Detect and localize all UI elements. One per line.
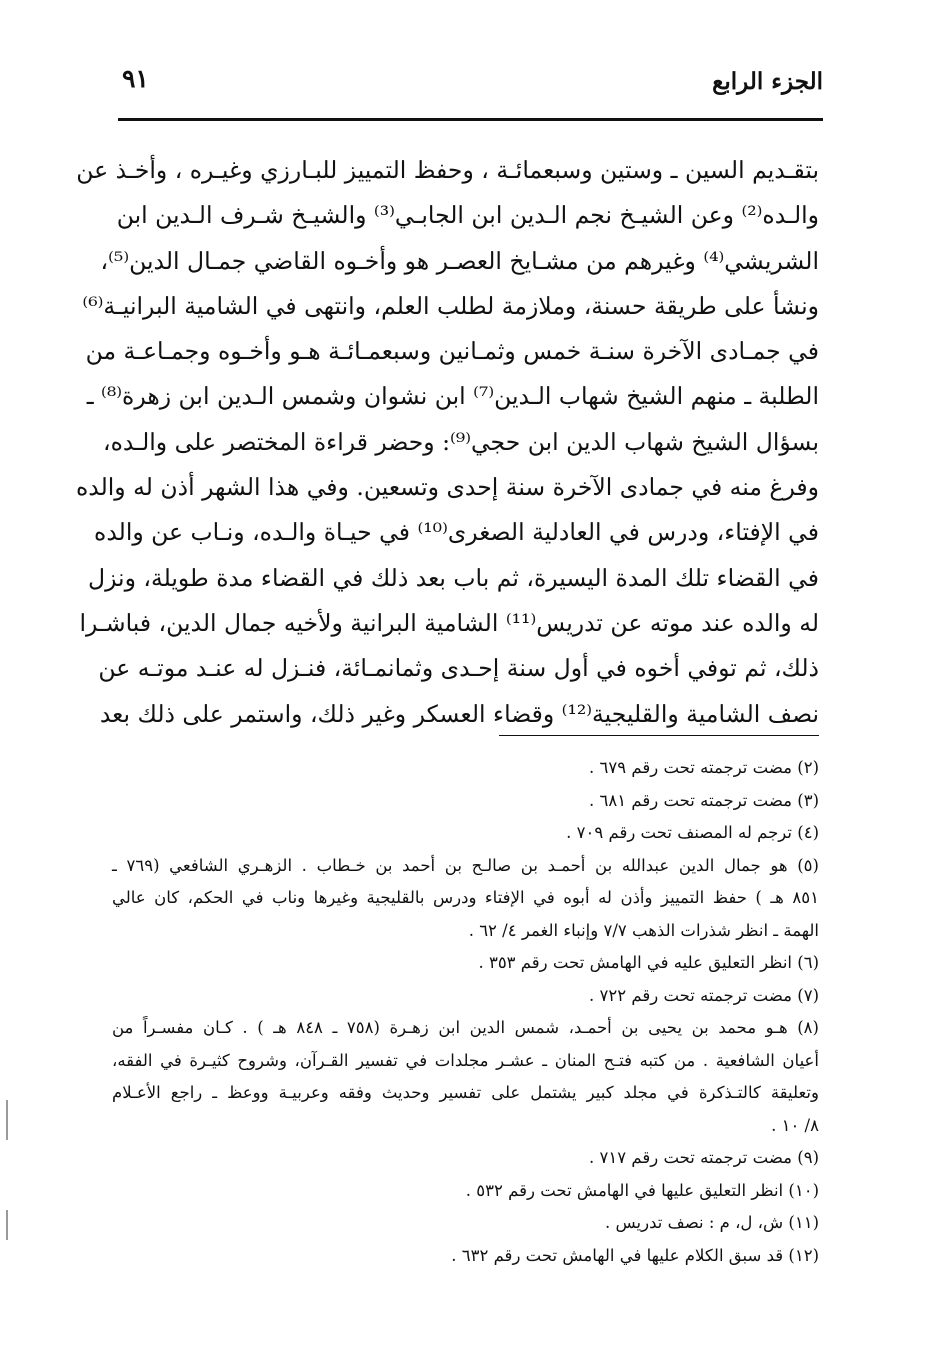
body-line: بتقـديم السين ـ وستين وسبعمائـة ، وحفظ التمييز للبـارزي وغيـره ، وأخـذ عن (76, 156, 819, 184)
body-line: نصف الشامية والقليجية⁽¹²⁾ وقضاء العسكر وغير ذلك، واستمر على ذلك بعد (99, 699, 819, 728)
scan-edge-mark (6, 1210, 8, 1240)
body-line: في جمـادى الآخرة سنـة خمس وثمـانين وسبعمـائـة هـو وأخـوه وجمـاعـة من (85, 337, 819, 366)
footnote-line: (٢) مضت ترجمته تحت رقم ٦٧٩ . (589, 758, 819, 777)
footnote-line: ٨٥١ هـ ) حفظ التمييز وأذن له أبوه في الإفتاء ودرس بالقليجية وغيرها وناب في الحكم، كان عالي (112, 888, 819, 907)
body-line: له والده عند موته عن تدريس⁽¹¹⁾ الشامية البرانية ولأخيه جمال الدين، فباشـرا (79, 608, 819, 637)
footnote-line: (٤) ترجم له المصنف تحت رقم ٧٠٩ . (566, 823, 819, 842)
footnote-line: أعيان الشافعية . من كتبه فتـح المنان ـ عشـر مجلدات في تفسير القـرآن، وشروح كثيـرة في الفقه، (112, 1050, 819, 1070)
body-line: ونشأ على طريقة حسنة، وملازمة لطلب العلم، وانتهى في الشامية البرانيـة⁽⁶⁾ (82, 291, 819, 320)
header-divider (118, 118, 823, 121)
footnotes (112, 752, 819, 1272)
body-line: الطلبة ـ منهم الشيخ شهاب الـدين⁽⁷⁾ ابن نشوان وشمس الـدين ابن زهرة⁽⁸⁾ ـ (86, 382, 819, 411)
footnote-line: (١٠) انظر التعليق عليها في الهامش تحت رقم ٥٣٢ . (465, 1180, 819, 1200)
footnote-line: (٩) مضت ترجمته تحت رقم ٧١٧ . (589, 1148, 819, 1167)
body-line: بسؤال الشيخ شهاب الدين ابن حجي⁽⁹⁾: وحضر قراءة المختصر على والـده، (103, 427, 819, 456)
body-line: ذلك، ثم توفي أخوه في أول سنة إحـدى وثمانمـائة، فنـزل له عنـد موتـه عن (98, 654, 819, 683)
footnote-line: (٨) هـو محمد بن يحيى بن أحمـد، شمس الدين ابن زهـرة (٧٥٨ ـ ٨٤٨ هـ ) . كـان مفسـراً من (112, 1018, 819, 1037)
body-line: وفرغ منه في جمادى الآخرة سنة إحدى وتسعين. وفي هذا الشهر أذن له والده (75, 473, 819, 502)
page-number: ٩١ (122, 64, 149, 93)
scan-edge-mark (6, 1100, 8, 1140)
footnote-line: (٦) انظر التعليق عليه في الهامش تحت رقم ٣٥٣ . (478, 953, 819, 972)
page-header (118, 62, 823, 106)
footnote-line: (٧) مضت ترجمته تحت رقم ٧٢٢ . (589, 985, 819, 1005)
main-text (75, 148, 819, 737)
footnote-line: (٥) هو جمال الدين عبدالله بن أحمـد بن صالـح بن أحمد بن خـطاب . الزهـري الشافعي (٧٦٩ ـ (112, 855, 819, 875)
running-title: الجزء الرابع (712, 68, 823, 95)
footnote-line: (١٢) قد سبق الكلام عليها في الهامش تحت رقم ٦٣٢ . (451, 1245, 819, 1265)
footnote-line: ٨/ ١٠ . (771, 1115, 819, 1135)
body-line: والـده⁽²⁾ وعن الشيـخ نجم الـدين ابن الجابـي⁽³⁾ والشيـخ شـرف الـدين ابن (116, 201, 819, 230)
footnote-divider (499, 735, 819, 736)
body-line: في القضاء تلك المدة اليسيرة، ثم باب بعد ذلك في القضاء مدة طويلة، ونزل (88, 563, 819, 592)
footnote-line: (١١) ش، ل، م : نصف تدريس . (605, 1213, 819, 1232)
body-line: في الإفتاء، ودرس في العادلية الصغرى⁽¹⁰⁾ في حيـاة والـده، ونـاب عن والده (94, 518, 819, 547)
footnote-line: وتعليقة كالتـذكرة في مجلد كبير يشتمل على تفسير وحديث وفقه وعربيـة ووعظ ـ راجع الأعـلام (112, 1083, 819, 1102)
footnote-line: الهمة ـ انظر شذرات الذهب ٧/٧ وإنباء الغمر ٤/ ٦٢ . (468, 920, 819, 940)
footnote-line: (٣) مضت ترجمته تحت رقم ٦٨١ . (589, 790, 819, 810)
body-line: الشريشي⁽⁴⁾ وغيرهم من مشـايخ العصـر هو وأخـوه القاضي جمـال الدين⁽⁵⁾، (100, 246, 819, 275)
